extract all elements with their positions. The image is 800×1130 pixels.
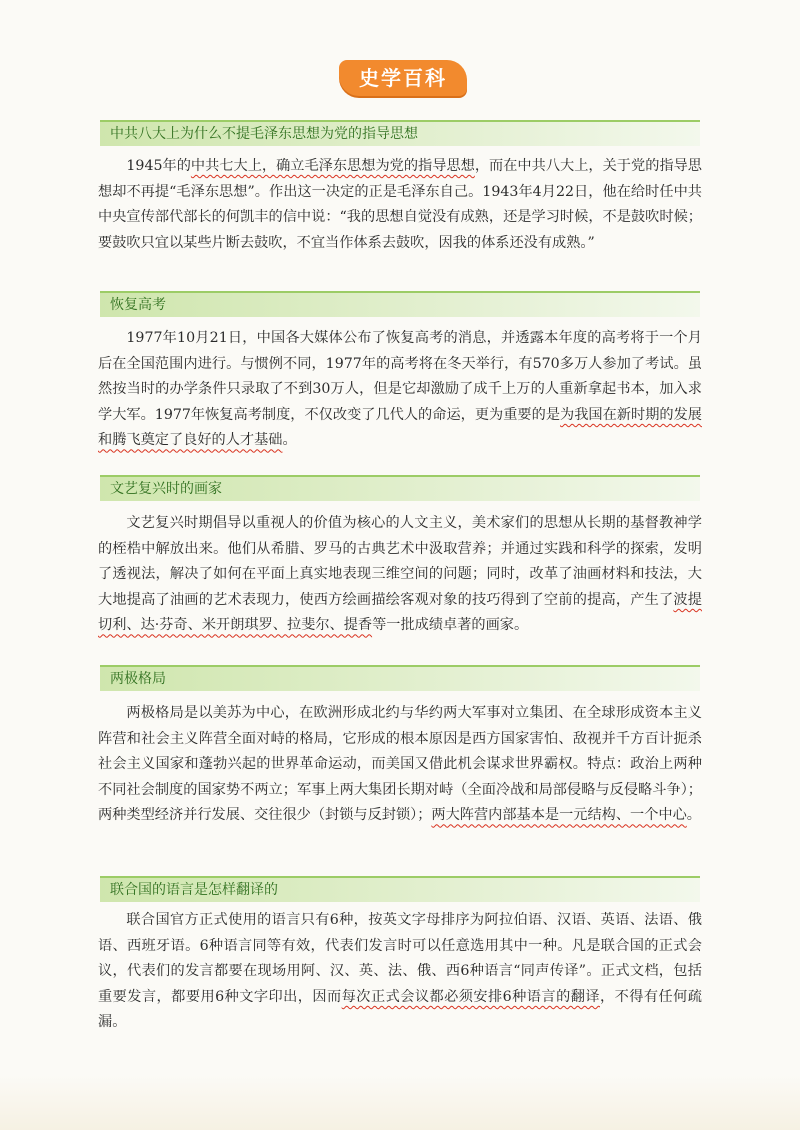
section-header-un-languages <box>100 876 700 902</box>
section-title: 恢复高考 <box>110 297 166 313</box>
section-paragraph <box>98 154 702 256</box>
highlighted-text: 两大阵营内部基本是一元结构、一个中心 <box>431 807 687 824</box>
section-header-party-congress <box>100 120 700 146</box>
section-header-renaissance <box>100 475 700 501</box>
highlighted-text: 每次正式会议都必须安排6种语言的翻译 <box>341 988 600 1005</box>
section-paragraph <box>98 511 702 639</box>
section-header-bipolar <box>100 665 700 691</box>
section-title: 中共八大上为什么不提毛泽东思想为党的指导思想 <box>110 126 418 142</box>
highlighted-text: 为我国在新时期的发展和腾飞奠定了良好的人才基础 <box>98 406 702 449</box>
paragraph-text: 1977年10月21日，中国各大媒体公布了恢复高考的消息，并透露本年度的高考将于一个月后在全国范围内进行。与惯例不同，1977年的高考将在冬天举行，有570多万人参加了考试。虽然按当时的办学条件只录取了不到30万人，但是它却激励了成千上万的人重新拿起书本，加入求学大军。1977年恢复高考制度，不仅改变了几代人的命运，更为重要的是 <box>98 330 702 423</box>
section-title: 两极格局 <box>110 671 166 687</box>
paragraph-text: ，不得有任何疏漏。 <box>98 988 702 1031</box>
paragraph-text: 文艺复兴时期倡导以重视人的价值为核心的人文主义，美术家们的思想从长期的基督教神学的桎梏中解放出来。他们从希腊、罗马的古典艺术中汲取营养；并通过实践和科学的探索，发明了透视法，解决了如何在平面上真实地表现三维空间的问题；同时，改革了油画材料和技法，大大地提高了油画的艺术表现力，使西方绘画描绘客观对象的技巧得到了空前的提高，产生了 <box>98 515 702 608</box>
section-badge: 史学百科 <box>339 60 467 96</box>
section-paragraph <box>98 908 702 1036</box>
paragraph-text: 1945年的 <box>126 158 191 174</box>
section-title: 联合国的语言是怎样翻译的 <box>110 882 278 898</box>
section-paragraph <box>98 326 702 454</box>
paragraph-text: 两极格局是以美苏为中心，在欧洲形成北约与华约两大军事对立集团、在全球形成资本主义阵营和社会主义阵营全面对峙的格局，它形成的根本原因是西方国家害怕、敌视并千方百计扼杀社会主义国家和蓬勃兴起的世界革命运动，而美国又借此机会谋求世界霸权。特点：政治上两种不同社会制度的国家势不两立；军事上两大集团长期对峙（全面冷战和局部侵略与反侵略斗争）；两种类型经济并行发展、交往很少（封锁与反封锁）； <box>98 705 702 824</box>
highlighted-text: 中共七大上，确立毛泽东思想为党的指导思想 <box>190 158 475 174</box>
section-paragraph <box>98 701 702 829</box>
paragraph-text: 。 <box>686 807 701 824</box>
section-title: 文艺复兴时的画家 <box>110 481 222 497</box>
paragraph-text: 等一批成绩卓著的画家。 <box>372 617 529 634</box>
page-bottom-shade <box>0 1075 800 1130</box>
highlighted-text: 波提切利、达·芬奇、米开朗琪罗、拉斐尔、提香 <box>98 591 702 634</box>
paragraph-text: ，而在中共八大上，关于党的指导思想却不再提“毛泽东思想”。作出这一决定的正是毛泽东自己。1943年4月22日，他在给时任中共中央宣传部代部长的何凯丰的信中说：“我的思想自觉没有成熟，还是学习时候，不是鼓吹时候；要鼓吹只宜以某些片断去鼓吹，不宜当作体系去鼓吹，因我的体系还没有成熟。” <box>98 158 702 251</box>
paragraph-text: 。 <box>282 432 297 449</box>
paragraph-text: 联合国官方正式使用的语言只有6种，按英文字母排序为阿拉伯语、汉语、英语、法语、俄语、西班牙语。6种语言同等有效，代表们发言时可以任意选用其中一种。凡是联合国的正式会议，代表们的发言都要在现场用阿、汉、英、法、俄、西6种语言“同声传译”。正式文档，包括重要发言，都要用6种文字印出，因而 <box>98 912 702 1005</box>
section-header-gaokao <box>100 291 700 317</box>
